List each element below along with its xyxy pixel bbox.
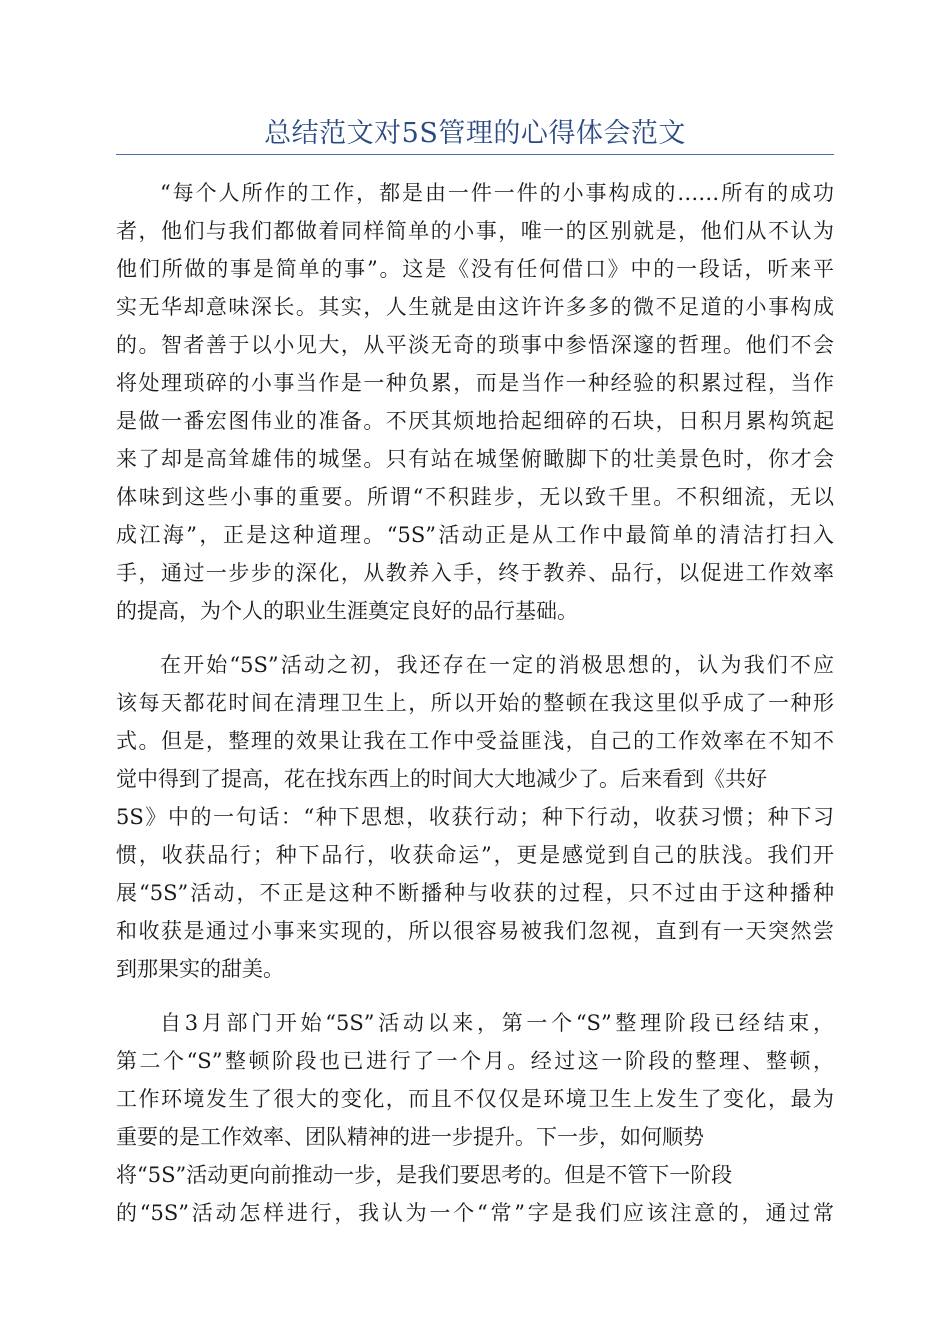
text-line: 来了却是高耸雄伟的城堡。只有站在城堡俯瞰脚下的壮美景色时，你才会 [116, 447, 834, 471]
text-line: 他们所做的事是简单的事”。这是《没有任何借口》中的一段话，听来平 [116, 257, 834, 281]
document-body [116, 174, 834, 1248]
text-line: 展“5S”活动，不正是这种不断播种与收获的过程，只不过由于这种播种 [116, 881, 834, 905]
text-line: 第二个“S”整顿阶段也已进行了一个月。经过这一阶段的整理、整顿， [116, 1049, 834, 1073]
text-line: 和收获是通过小事来实现的，所以很容易被我们忽视，直到有一天突然尝 [116, 919, 834, 943]
text-line: 是做一番宏图伟业的准备。不厌其烦地拾起细碎的石块，日积月累构筑起 [116, 409, 834, 433]
text-line: 该每天都花时间在清理卫生上，所以开始的整顿在我这里似乎成了一种形 [116, 691, 834, 715]
text-line: 觉中得到了提高，花在找东西上的时间大大地减少了。后来看到《共好 [116, 767, 767, 791]
text-line: 的提高，为个人的职业生涯奠定良好的品行基础。 [116, 599, 578, 623]
text-line: 将处理琐碎的小事当作是一种负累，而是当作一种经验的积累过程，当作 [116, 371, 834, 395]
title-underline [116, 154, 834, 155]
text-line: 体味到这些小事的重要。所谓“不积跬步，无以致千里。不积细流，无以 [116, 485, 834, 509]
text-line: “每个人所作的工作，都是由一件一件的小事构成的……所有的成功 [160, 181, 834, 205]
text-line: 工作环境发生了很大的变化，而且不仅仅是环境卫生上发生了变化，最为 [116, 1087, 834, 1111]
text-line: 在开始“5S”活动之初，我还存在一定的消极思想的，认为我们不应 [160, 653, 834, 677]
text-line: 到那果实的甜美。 [116, 957, 284, 981]
text-line: 成江海”，正是这种道理。“5S”活动正是从工作中最简单的清洁打扫入 [116, 523, 834, 547]
text-line: 的“5S”活动怎样进行，我认为一个“常”字是我们应该注意的，通过常 [116, 1201, 834, 1225]
text-line: 重要的是工作效率、团队精神的进一步提升。下一步，如何顺势 [116, 1125, 704, 1149]
text-line: 的。智者善于以小见大，从平淡无奇的琐事中参悟深邃的哲理。他们不会 [116, 333, 834, 357]
paragraph-1 [116, 174, 834, 630]
text-line: 5S》中的一句话：“种下思想，收获行动；种下行动，收获习惯；种下习 [116, 805, 834, 829]
paragraph-3 [116, 1004, 834, 1232]
text-line: 将“5S”活动更向前推动一步，是我们要思考的。但是不管下一阶段 [116, 1163, 733, 1187]
text-line: 者，他们与我们都做着同样简单的小事，唯一的区别就是，他们从不认为 [116, 219, 834, 243]
text-line: 式。但是，整理的效果让我在工作中受益匪浅，自己的工作效率在不知不 [116, 729, 834, 753]
paragraph-2 [116, 646, 834, 988]
text-line: 实无华却意味深长。其实，人生就是由这许许多多的微不足道的小事构成 [116, 295, 834, 319]
text-line: 手，通过一步步的深化，从教养入手，终于教养、品行，以促进工作效率 [116, 561, 834, 585]
text-line: 惯，收获品行；种下品行，收获命运”，更是感觉到自己的肤浅。我们开 [116, 843, 834, 867]
text-line: 自3月部门开始“5S”活动以来，第一个“S”整理阶段已经结束， [160, 1011, 834, 1035]
document-title: 总结范文对5S管理的心得体会范文 [264, 118, 686, 149]
